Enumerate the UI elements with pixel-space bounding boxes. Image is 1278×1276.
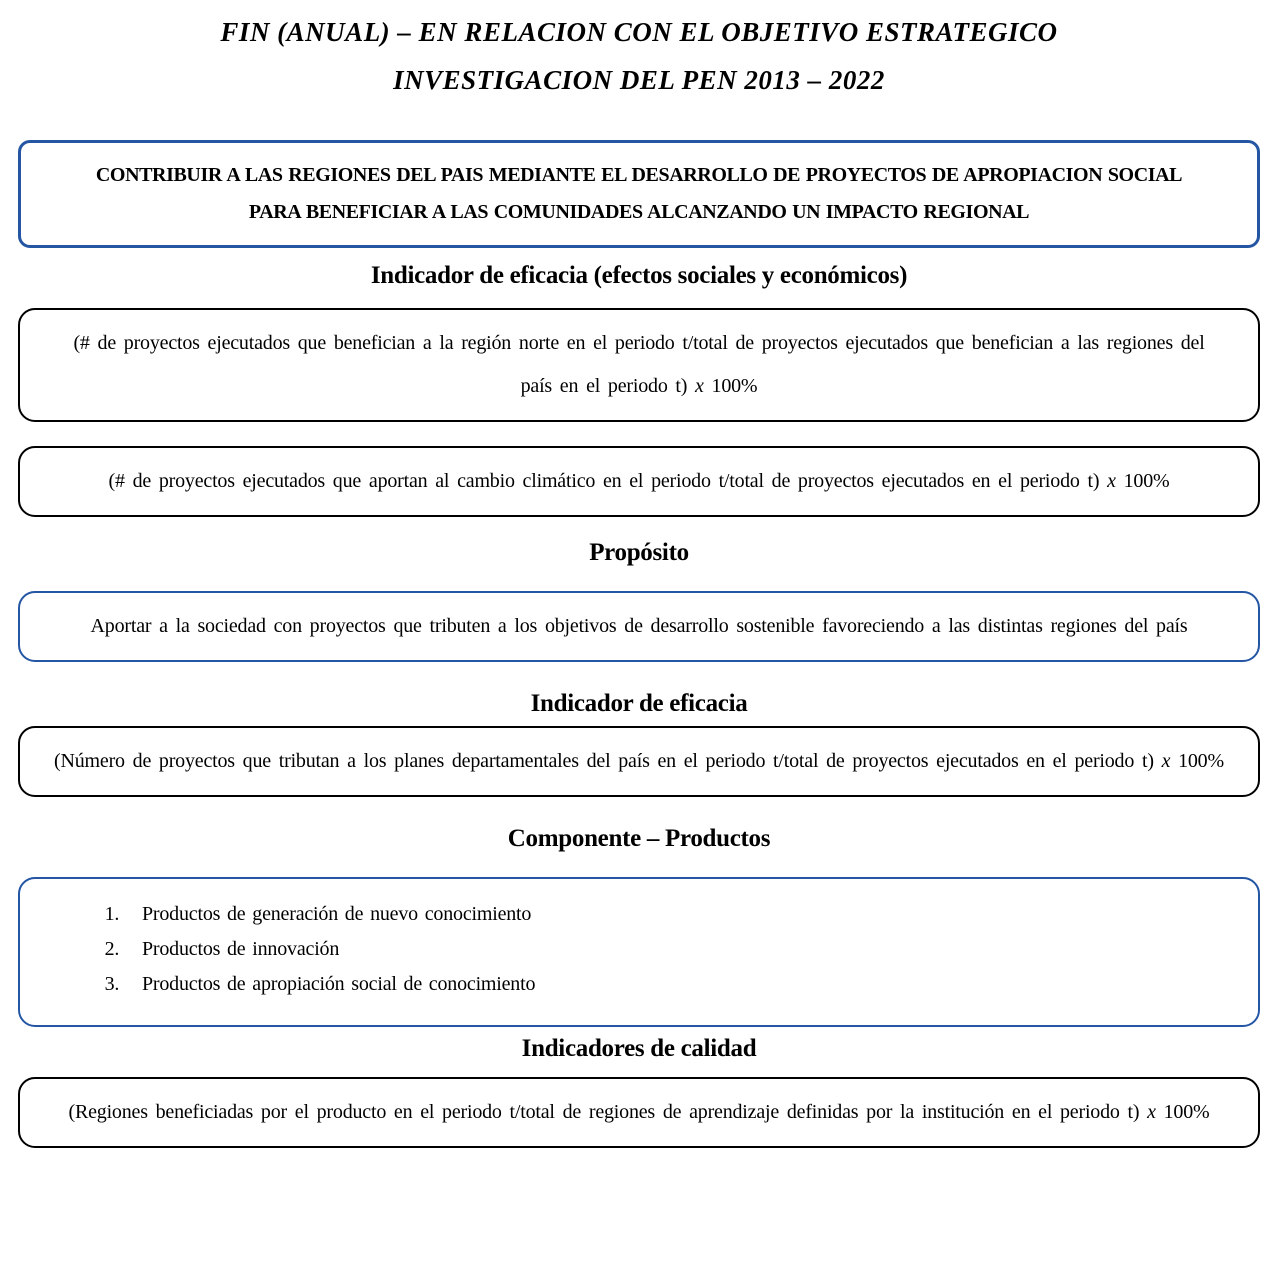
indicator-box-regiones-beneficiadas: (Regiones beneficiadas por el producto en el periodo t/total de regiones de aprendizaje definidas por la institución en el periodo t) x 100% (18, 1077, 1260, 1148)
list-item-producto-2: 2. Productos de innovación (126, 933, 1218, 965)
heading-proposito: Propósito (589, 539, 689, 566)
list-item-producto-1: 1. Productos de generación de nuevo conocimiento (126, 898, 1218, 930)
document-title (0, 8, 1278, 104)
fin-objective-box: CONTRIBUIR A LAS REGIONES DEL PAIS MEDIANTE EL DESARROLLO DE PROYECTOS DE APROPIACION SOCIAL PARA BENEFICIAR A LAS COMUNIDADES ALCANZANDO UN IMPACTO REGIONAL (18, 140, 1260, 248)
productos-list (60, 898, 1218, 1000)
document-title-line1: FIN (ANUAL) – EN RELACION CON EL OBJETIVO ESTRATEGICO (220, 17, 1058, 47)
heading-indicador-eficacia-social: Indicador de eficacia (efectos sociales y económicos) (370, 262, 908, 289)
heading-indicador-eficacia: Indicador de eficacia (530, 690, 748, 717)
heading-indicadores-calidad: Indicadores de calidad (521, 1035, 757, 1062)
proposito-box: Aportar a la sociedad con proyectos que tributen a los objetivos de desarrollo sostenible favoreciendo a las distintas regiones del país (18, 591, 1260, 662)
indicator-box-region-norte: (# de proyectos ejecutados que benefician a la región norte en el periodo t/total de proyectos ejecutados que benefician a las regiones del país en el periodo t) x 100% (18, 308, 1260, 422)
list-item-producto-3: 3. Productos de apropiación social de conocimiento (126, 968, 1218, 1000)
indicator-box-planes-departamentales: (Número de proyectos que tributan a los planes departamentales del país en el periodo t/total de proyectos ejecutados en el periodo t) x 100% (18, 726, 1260, 797)
indicator-box-cambio-climatico: (# de proyectos ejecutados que aportan al cambio climático en el periodo t/total de proyectos ejecutados en el periodo t) x 100% (18, 446, 1260, 517)
heading-componente-productos: Componente – Productos (507, 825, 771, 852)
document-title-line2: INVESTIGACION DEL PEN 2013 – 2022 (393, 65, 885, 95)
productos-list-box (18, 877, 1260, 1027)
